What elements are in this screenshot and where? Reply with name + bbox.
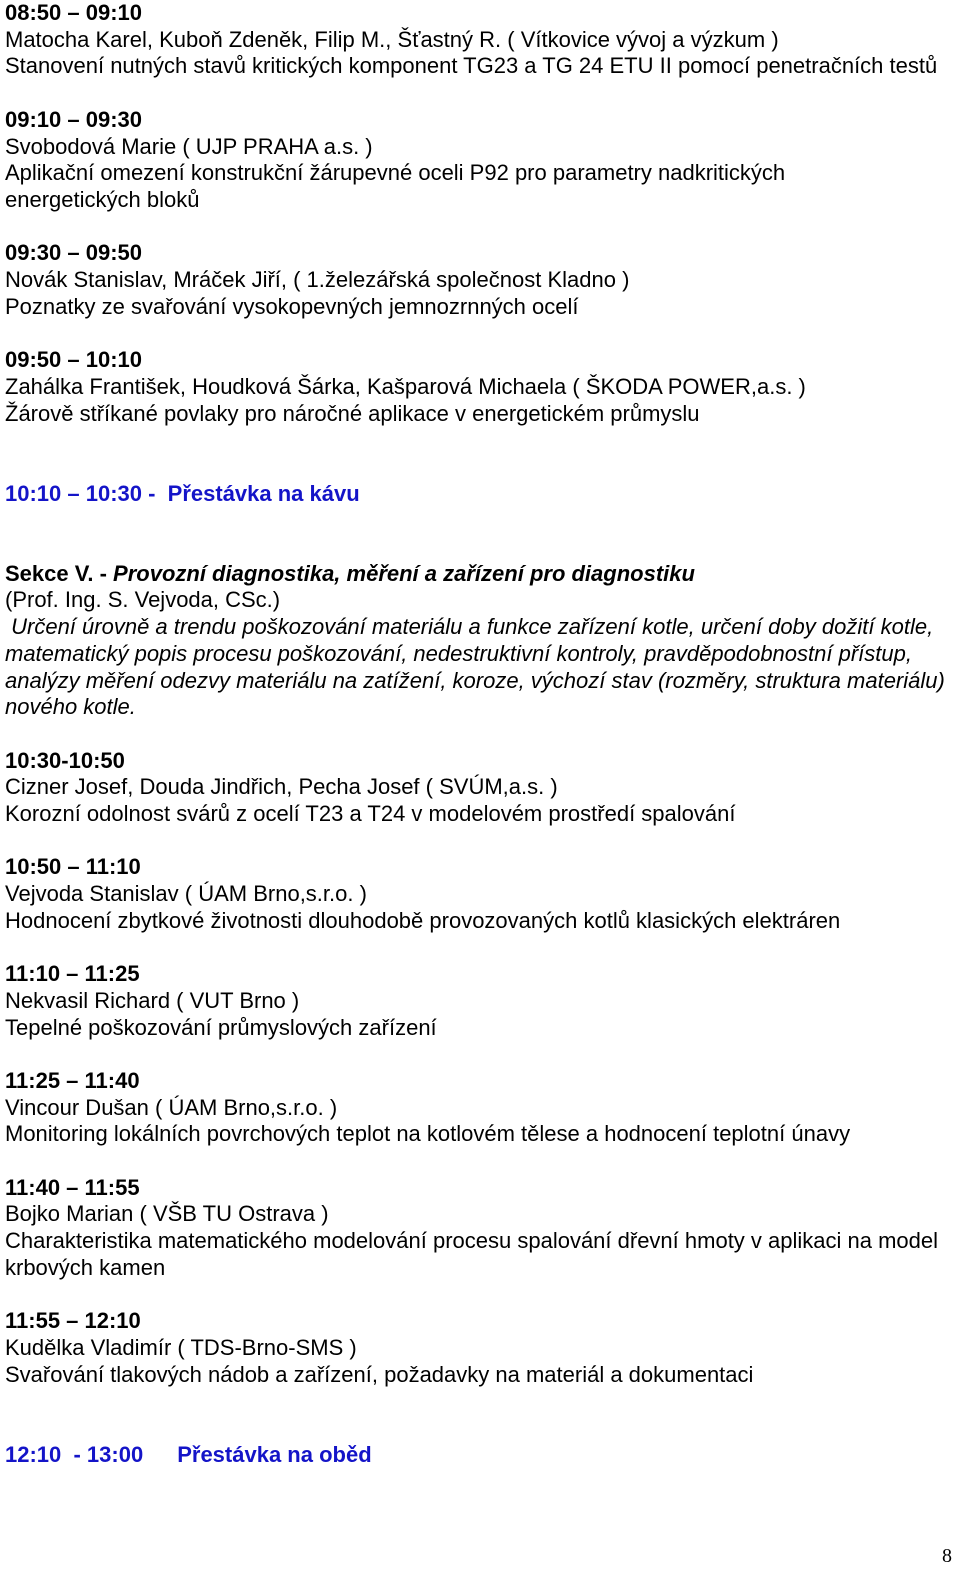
section-chair: (Prof. Ing. S. Vejvoda, CSc.) [5,587,281,613]
program-page [5,0,955,1468]
talk-entry [5,240,955,320]
talk-authors: Novák Stanislav, Mráček Jiří, ( 1.železářská společnost Kladno ) [5,267,630,292]
talk-time: 09:30 – 09:50 [5,240,142,266]
spacer [5,427,955,480]
talk-authors: Svobodová Marie ( UJP PRAHA a.s. ) [5,133,373,159]
talk-authors: Vincour Dušan ( ÚAM Brno,s.r.o. ) [5,1094,338,1120]
talk-entry [5,0,955,80]
talk-authors: Cizner Josef, Douda Jindřich, Pecha Josef ( SVÚM,a.s. ) [5,774,558,800]
talk-time: 11:10 – 11:25 [5,961,140,987]
lunch-break-time: 12:10 - 13:00 [5,1441,144,1467]
talk-time: 10:30-10:50 [5,747,125,773]
spacer [5,1148,955,1175]
talk-title: Poznatky ze svařování vysokopevných jemnozrnných ocelí [5,293,579,319]
talk-entry [5,854,955,934]
talk-entry [5,748,955,828]
talk-entry [5,1068,955,1148]
talk-authors: Nekvasil Richard ( VUT Brno ) [5,987,300,1013]
talk-entry [5,1175,955,1282]
talk-time: 11:25 – 11:40 [5,1067,140,1093]
talk-entry [5,347,955,427]
spacer [5,935,955,962]
talk-title: Korozní odolnost svárů z ocelí T23 a T24 v modelovém prostředí spalování [5,801,736,826]
talk-title: Stanovení nutných stavů kritických komponent TG23 a TG 24 ETU II pomocí penetračních testů [5,53,938,79]
spacer [5,320,955,347]
section-prefix: Sekce V. - [5,560,114,586]
spacer [5,828,955,855]
talk-title: Aplikační omezení konstrukční žárupevné oceli P92 pro parametry nadkritických energetických bloků [5,160,786,212]
page-number: 8 [942,1545,952,1567]
spacer [5,1041,955,1068]
talk-title: Žárově stříkané povlaky pro náročné aplikace v energetickém průmyslu [5,400,700,426]
talk-title: Monitoring lokálních povrchových teplot na kotlovém tělese a hodnocení teplotní únavy [5,1121,851,1147]
section-title [5,561,955,588]
section-header [5,561,955,721]
spacer [5,507,955,560]
talk-authors: Vejvoda Stanislav ( ÚAM Brno,s.r.o. ) [5,881,367,907]
coffee-break: 10:10 – 10:30 - Přestávka na kávu [5,480,360,506]
talk-authors: Bojko Marian ( VŠB TU Ostrava ) [5,1201,329,1227]
spacer [5,721,955,748]
talk-time: 10:50 – 11:10 [5,854,141,880]
talk-title: Svařování tlakových nádob a zařízení, požadavky na materiál a dokumentaci [5,1361,754,1387]
talk-time: 09:50 – 10:10 [5,347,142,373]
spacer [5,214,955,241]
lunch-break-label: Přestávka na oběd [177,1441,372,1467]
lunch-break [5,1442,955,1469]
talk-authors: Matocha Karel, Kuboň Zdeněk, Filip M., Šťastný R. ( Vítkovice vývoj a výzkum ) [5,26,779,52]
talk-time: 08:50 – 09:10 [5,0,142,25]
talk-entry [5,1308,955,1388]
talk-title: Charakteristika matematického modelování procesu spalování dřevní hmoty v aplikaci na model krbových kamen [5,1228,939,1280]
talk-time: 11:55 – 12:10 [5,1308,141,1334]
section-topic: Provozní diagnostika, měření a zařízení pro diagnostiku [113,560,695,586]
talk-title: Hodnocení zbytkové životnosti dlouhodobě provozovaných kotlů klasických elektráren [5,907,841,933]
talk-authors: Kudělka Vladimír ( TDS-Brno-SMS ) [5,1334,357,1360]
talk-entry [5,107,955,214]
talk-time: 11:40 – 11:55 [5,1174,140,1200]
talk-time: 09:10 – 09:30 [5,106,142,132]
talk-entry [5,961,955,1041]
talk-authors: Zahálka František, Houdková Šárka, Kašparová Michaela ( ŠKODA POWER,a.s. ) [5,373,806,399]
spacer [5,1388,955,1441]
spacer [5,1282,955,1309]
section-description: Určení úrovně a trendu poškozování materiálu a funkce zařízení kotle, určení doby dožití kotle, matematický popis procesu poškozování, nedestruktivní kontroly, pravděpodobnostní přístup, analýzy měření odezvy materiálu na zatížení, koroze, výchozí stav (rozměry, struktura materiálu) nového kotle. [5,614,951,720]
spacer [5,80,955,107]
talk-title: Tepelné poškozování průmyslových zařízení [5,1014,437,1040]
